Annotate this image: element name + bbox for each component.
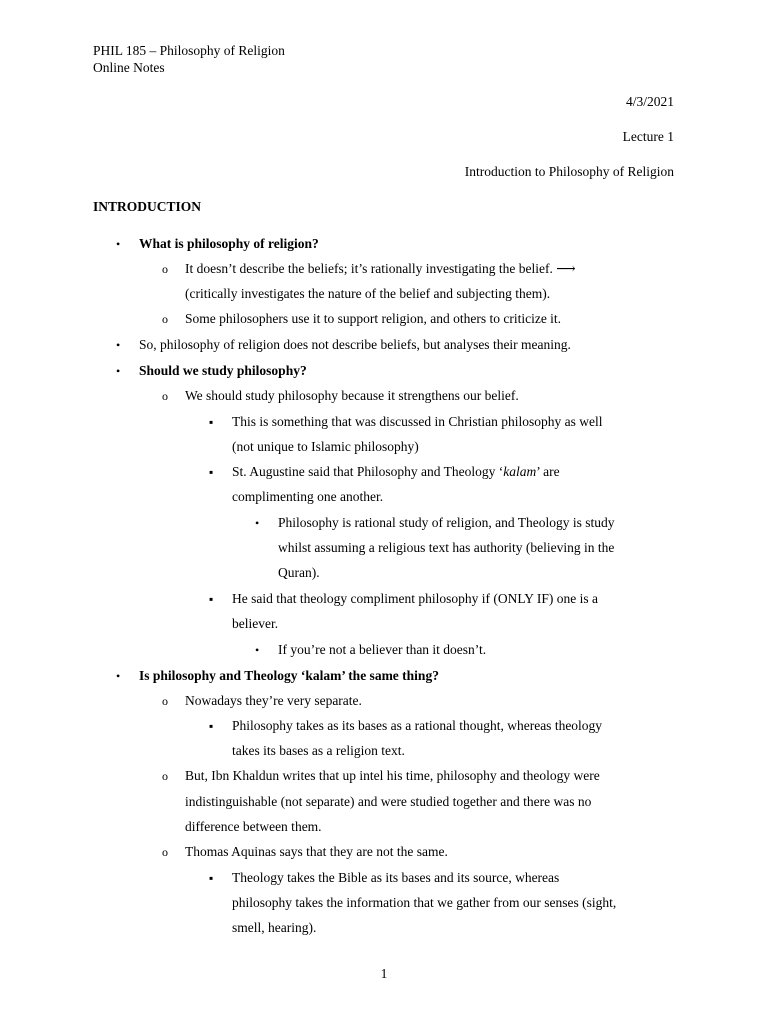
square-bullet: ▪ <box>209 415 214 429</box>
square-bullet: ▪ <box>209 465 214 479</box>
list-item: Some philosophers use it to support religion, and others to criticize it. <box>185 311 562 326</box>
lecture-number: Lecture 1 <box>622 129 674 144</box>
circle-bullet: o <box>162 694 168 708</box>
list-item-cont: believer. <box>232 616 279 631</box>
circle-bullet: o <box>162 769 168 783</box>
notes-subtitle: Online Notes <box>93 60 165 75</box>
question-same-thing: Is philosophy and Theology ‘kalam’ the same thing? <box>139 668 439 683</box>
list-item-cont: indistinguishable (not separate) and were studied together and there was no <box>185 794 592 809</box>
list-item: We should study philosophy because it strengthens our belief. <box>185 388 519 403</box>
square-bullet: ▪ <box>209 871 214 885</box>
disc-bullet: • <box>255 643 260 657</box>
lecture-date: 4/3/2021 <box>625 94 674 109</box>
list-item: This is something that was discussed in Christian philosophy as well <box>232 414 603 429</box>
list-item-cont: smell, hearing). <box>232 920 317 935</box>
list-item: Theology takes the Bible as its bases and its source, whereas <box>232 870 560 885</box>
list-item-cont: takes its bases as a religion text. <box>232 743 405 758</box>
course-title: PHIL 185 – Philosophy of Religion <box>93 43 285 58</box>
square-bullet: ▪ <box>209 592 214 606</box>
disc-bullet: • <box>116 237 121 251</box>
list-item: Nowadays they’re very separate. <box>185 693 362 708</box>
list-item: Thomas Aquinas says that they are not the same. <box>185 844 448 859</box>
list-item: He said that theology compliment philosophy if (ONLY IF) one is a <box>232 591 598 606</box>
list-item: It doesn’t describe the beliefs; it’s rationally investigating the belief. ⟶ <box>185 261 576 276</box>
question-should-study: Should we study philosophy? <box>139 363 307 378</box>
circle-bullet: o <box>162 262 168 276</box>
list-item: So, philosophy of religion does not describe beliefs, but analyses their meaning. <box>139 337 571 352</box>
list-item-cont: difference between them. <box>185 819 322 834</box>
disc-bullet: • <box>255 516 260 530</box>
list-item: Philosophy is rational study of religion, and Theology is study <box>278 515 615 530</box>
list-item-cont: Quran). <box>278 565 320 580</box>
section-heading: INTRODUCTION <box>93 199 202 214</box>
list-item: Philosophy takes as its bases as a rational thought, whereas theology <box>232 718 603 733</box>
disc-bullet: • <box>116 338 121 352</box>
list-item-cont: philosophy takes the information that we gather from our senses (sight, <box>232 895 617 910</box>
list-item-cont: whilst assuming a religious text has authority (believing in the <box>278 540 615 555</box>
list-item-cont: (not unique to Islamic philosophy) <box>232 439 419 454</box>
question-what-is: What is philosophy of religion? <box>139 236 319 251</box>
list-item-cont: (critically investigates the nature of the belief and subjecting them). <box>185 286 551 301</box>
list-item: But, Ibn Khaldun writes that up intel his time, philosophy and theology were <box>185 768 600 783</box>
circle-bullet: o <box>162 845 168 859</box>
page-number: 1 <box>380 966 388 981</box>
disc-bullet: • <box>116 364 121 378</box>
list-item-cont: complimenting one another. <box>232 489 384 504</box>
list-item: If you’re not a believer than it doesn’t. <box>278 642 487 657</box>
circle-bullet: o <box>162 312 168 326</box>
circle-bullet: o <box>162 389 168 403</box>
square-bullet: ▪ <box>209 719 214 733</box>
disc-bullet: • <box>116 669 121 683</box>
list-item-augustine: St. Augustine said that Philosophy and Theology ‘kalam’ are <box>232 464 560 479</box>
lecture-topic: Introduction to Philosophy of Religion <box>464 164 674 179</box>
